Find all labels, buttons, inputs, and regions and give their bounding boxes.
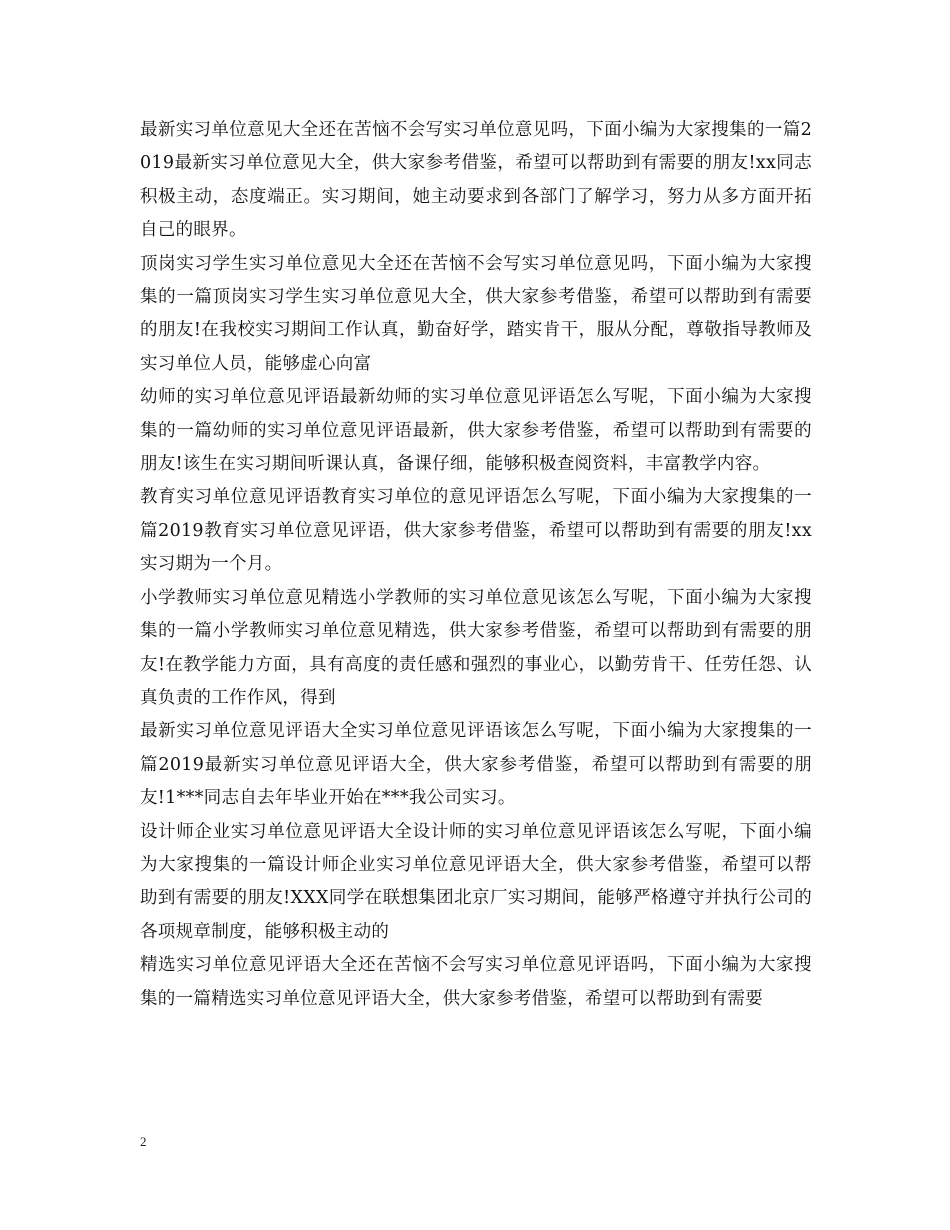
paragraph-4: 教育实习单位意见评语教育实习单位的意见评语怎么写呢，下面小编为大家搜集的一篇2019教育实习单位意见评语，供大家参考借鉴，希望可以帮助到有需要的朋友!xx实习期为一个月。 (140, 487, 812, 575)
paragraph-7: 设计师企业实习单位意见评语大全设计师的实习单位意见评语该怎么写呢，下面小编为大家搜集的一篇设计师企业实习单位意见评语大全，供大家参考借鉴，希望可以帮助到有需要的朋友!XXX同学在联想集团北京厂实习期间，能够严格遵守并执行公司的各项规章制度，能够积极主动的 (140, 821, 812, 942)
paragraph-5: 小学教师实习单位意见精选小学教师的实习单位意见该怎么写呢，下面小编为大家搜集的一篇小学教师实习单位意见精选，供大家参考借鉴，希望可以帮助到有需要的朋友!在教学能力方面，具有高度的责任感和强烈的事业心，以勤劳肯干、任劳任怨、认真负责的工作作风，得到 (140, 587, 812, 708)
document-body (140, 114, 812, 1016)
paragraph-8: 精选实习单位意见评语大全还在苦恼不会写实习单位意见评语吗，下面小编为大家搜集的一篇精选实习单位意见评语大全，供大家参考借鉴，希望可以帮助到有需要 (140, 955, 812, 1009)
paragraph-6: 最新实习单位意见评语大全实习单位意见评语该怎么写呢，下面小编为大家搜集的一篇2019最新实习单位意见评语大全，供大家参考借鉴，希望可以帮助到有需要的朋友!1***同志自去年毕业开始在***我公司实习。 (140, 721, 812, 809)
paragraph-2: 顶岗实习学生实习单位意见大全还在苦恼不会写实习单位意见吗，下面小编为大家搜集的一篇顶岗实习学生实习单位意见大全，供大家参考借鉴，希望可以帮助到有需要的朋友!在我校实习期间工作认真，勤奋好学，踏实肯干，服从分配，尊敬指导教师及实习单位人员，能够虚心向富 (140, 253, 812, 374)
page-number: 2 (140, 1134, 147, 1149)
paragraph-3: 幼师的实习单位意见评语最新幼师的实习单位意见评语怎么写呢，下面小编为大家搜集的一篇幼师的实习单位意见评语最新，供大家参考借鉴，希望可以帮助到有需要的朋友!该生在实习期间听课认真，备课仔细，能够积极查阅资料，丰富教学内容。 (140, 387, 812, 475)
paragraph-1: 最新实习单位意见大全还在苦恼不会写实习单位意见吗，下面小编为大家搜集的一篇2019最新实习单位意见大全，供大家参考借鉴，希望可以帮助到有需要的朋友!xx同志积极主动，态度端正。实习期间，她主动要求到各部门了解学习，努力从多方面开拓自己的眼界。 (140, 120, 812, 241)
